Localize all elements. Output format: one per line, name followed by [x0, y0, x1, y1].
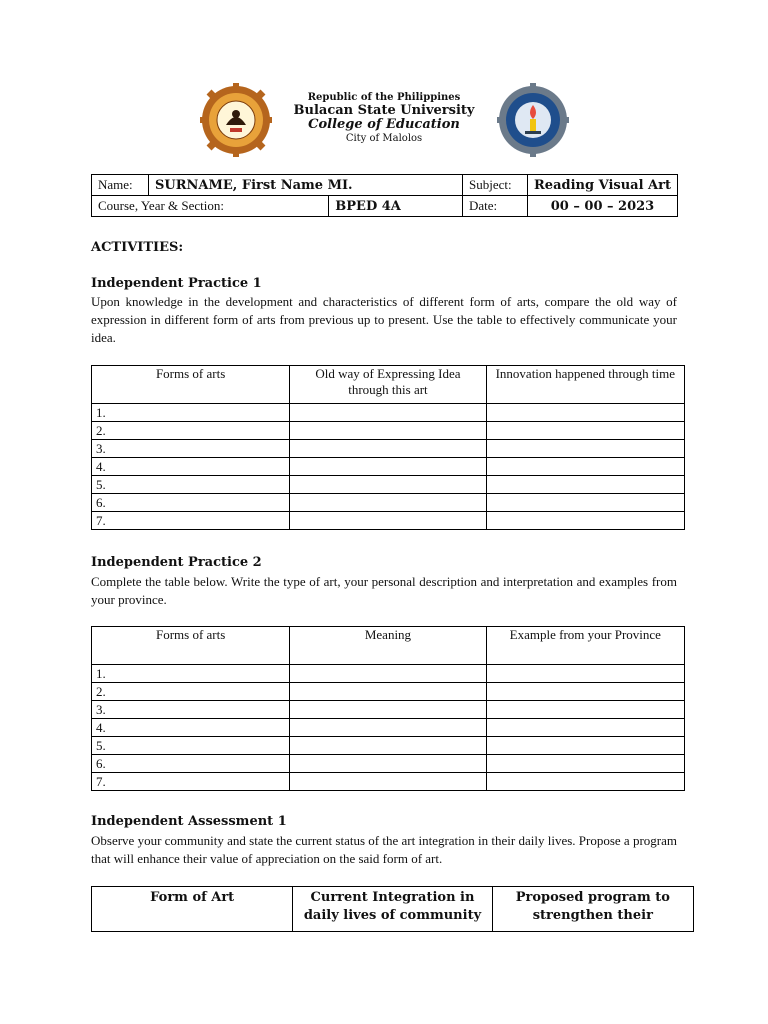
table-cell[interactable]	[486, 458, 684, 476]
table-cell[interactable]	[486, 683, 684, 701]
table-row	[92, 494, 685, 512]
table-cell[interactable]	[290, 755, 486, 773]
practice1-instructions: Upon knowledge in the development and characteristics of different form of arts, compare the old way of expression in different form of arts from previous up to present. Use the table to effectively communicate your idea.	[91, 294, 677, 345]
table-cell[interactable]	[486, 404, 684, 422]
table-cell[interactable]	[486, 737, 684, 755]
institution-header	[284, 92, 484, 145]
row-number: 7.	[92, 512, 290, 530]
practice2-instructions: Complete the table below. Write the type of art, your personal description and interpretation and examples from your province.	[91, 574, 677, 607]
course-value: BPED 4A	[329, 196, 463, 217]
row-number: 1.	[92, 665, 290, 683]
row-number: 3.	[92, 701, 290, 719]
subject-label: Subject:	[463, 175, 528, 196]
assessment1-title: Independent Assessment 1	[91, 814, 287, 829]
table-cell[interactable]	[486, 701, 684, 719]
table-row	[92, 512, 685, 530]
table-row	[92, 422, 685, 440]
name-value: SURNAME, First Name MI.	[149, 175, 463, 196]
table-cell[interactable]	[486, 665, 684, 683]
row-number: 6.	[92, 494, 290, 512]
table-row	[92, 755, 685, 773]
date-value: 00 – 00 – 2023	[528, 196, 678, 217]
table-row	[92, 773, 685, 791]
row-number: 7.	[92, 773, 290, 791]
university-name: Bulacan State University	[293, 102, 475, 118]
table-cell[interactable]	[290, 494, 486, 512]
row-number: 4.	[92, 719, 290, 737]
table-cell[interactable]	[290, 440, 486, 458]
table-cell[interactable]	[486, 773, 684, 791]
row-number: 5.	[92, 737, 290, 755]
p1-header-old-way: Old way of Expressing Idea through this art	[290, 366, 486, 404]
table-row	[92, 404, 685, 422]
assessment1-table	[91, 886, 694, 932]
table-row	[92, 440, 685, 458]
subject-value: Reading Visual Art	[528, 175, 678, 196]
row-number: 6.	[92, 755, 290, 773]
table-cell[interactable]	[290, 665, 486, 683]
p1-header-innovation: Innovation happened through time	[486, 366, 684, 404]
table-cell[interactable]	[486, 755, 684, 773]
city-text: City of Malolos	[345, 133, 423, 145]
table-cell[interactable]	[486, 440, 684, 458]
table-row	[92, 458, 685, 476]
table-cell[interactable]	[290, 737, 486, 755]
table-cell[interactable]	[290, 404, 486, 422]
date-label: Date:	[463, 196, 528, 217]
practice1-table	[91, 365, 685, 530]
table-cell[interactable]	[290, 701, 486, 719]
p2-header-meaning: Meaning	[290, 627, 486, 665]
assessment1-instructions: Observe your community and state the current status of the art integration in their daily lives. Propose a program that will enhance their value of appreciation on the said form of art.	[91, 833, 677, 866]
course-label: Course, Year & Section:	[92, 196, 329, 217]
table-cell[interactable]	[290, 512, 486, 530]
p1-header-forms: Forms of arts	[92, 366, 290, 404]
table-cell[interactable]	[290, 476, 486, 494]
practice2-table	[91, 626, 685, 791]
table-cell[interactable]	[290, 773, 486, 791]
practice2-title: Independent Practice 2	[91, 555, 262, 570]
table-cell[interactable]	[290, 458, 486, 476]
row-number: 4.	[92, 458, 290, 476]
republic-text: Republic of the Philippines	[307, 92, 461, 103]
practice1-title: Independent Practice 1	[91, 276, 262, 291]
a1-header-current: Current Integration in daily lives of community	[293, 887, 492, 932]
name-label: Name:	[92, 175, 149, 196]
table-cell[interactable]	[486, 512, 684, 530]
college-of-education-seal-icon	[497, 83, 569, 157]
p2-header-example: Example from your Province	[486, 627, 684, 665]
table-row	[92, 701, 685, 719]
table-cell[interactable]	[486, 476, 684, 494]
table-cell[interactable]	[290, 719, 486, 737]
table-row	[92, 476, 685, 494]
college-name: College of Education	[308, 117, 460, 133]
a1-header-form: Form of Art	[92, 887, 293, 932]
a1-header-proposed: Proposed program to strengthen their	[492, 887, 693, 932]
table-row	[92, 683, 685, 701]
student-info-table	[91, 174, 678, 217]
bulsu-seal-icon	[200, 83, 272, 157]
row-number: 1.	[92, 404, 290, 422]
row-number: 2.	[92, 422, 290, 440]
table-cell[interactable]	[486, 719, 684, 737]
row-number: 5.	[92, 476, 290, 494]
activities-heading: ACTIVITIES:	[91, 240, 184, 255]
table-cell[interactable]	[290, 422, 486, 440]
p2-header-forms: Forms of arts	[92, 627, 290, 665]
table-cell[interactable]	[486, 494, 684, 512]
table-row	[92, 665, 685, 683]
table-cell[interactable]	[486, 422, 684, 440]
row-number: 2.	[92, 683, 290, 701]
table-row	[92, 737, 685, 755]
row-number: 3.	[92, 440, 290, 458]
table-row	[92, 719, 685, 737]
table-cell[interactable]	[290, 683, 486, 701]
